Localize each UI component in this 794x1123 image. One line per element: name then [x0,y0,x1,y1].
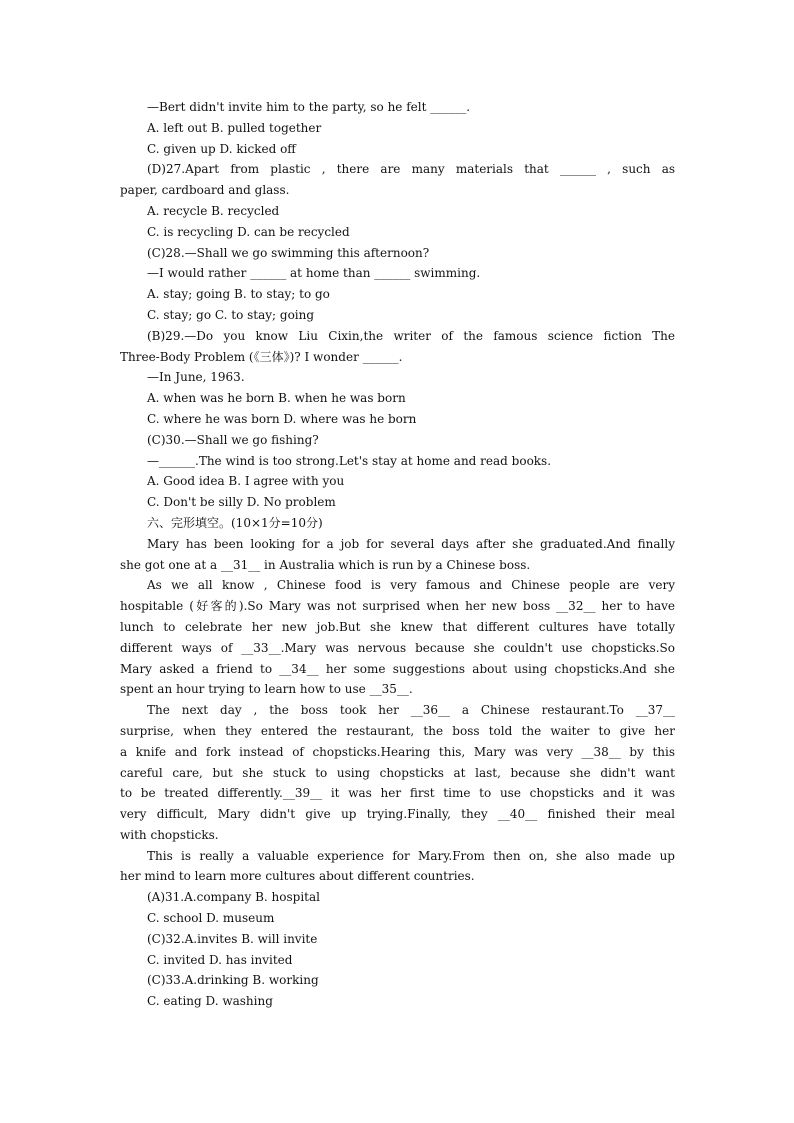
text-line: (C)32.A.invites B. will invite [147,931,318,946]
text-line: A. stay; going B. to stay; to go [147,287,330,302]
text-body [120,97,675,1012]
text-line: The next day , the boss took her __36__ a Chinese restaurant.To __37__ [147,703,675,718]
text-line: (D)27.Apart from plastic , there are many materials that ______ , such as [147,162,675,177]
text-line: (C)28.—Shall we go swimming this afternoon? [147,245,430,260]
text-line: spent an hour trying to learn how to use __35__. [120,682,413,697]
text-line: C. school D. museum [147,911,275,926]
text-line: surprise, when they entered the restaurant, the boss told the waiter to give her [120,723,675,738]
text-line: —Bert didn't invite him to the party, so he felt ______. [147,100,471,114]
text-line: hospitable (好客的).So Mary was not surprised when her new boss __32__ her to have [120,599,675,614]
text-line: 六、完形填空。(10×1分=10分) [147,515,323,530]
text-line: (B)29.—Do you know Liu Cixin,the writer of the famous science fiction The [147,328,675,343]
text-line: (A)31.A.company B. hospital [147,890,320,905]
text-line: Mary asked a friend to __34__ her some suggestions about using chopsticks.And she [120,661,675,676]
text-line: A. Good idea B. I agree with you [147,474,345,489]
text-line: C. Don't be silly D. No problem [147,495,336,510]
text-line: (C)30.—Shall we go fishing? [147,432,319,447]
document-page [120,97,675,1012]
text-line: —I would rather ______ at home than ______ swimming. [147,266,481,281]
text-line: her mind to learn more cultures about different countries. [120,869,475,884]
text-line: C. stay; go C. to stay; going [147,307,315,322]
text-line: different ways of __33__.Mary was nervous because she couldn't use chopsticks.So [120,640,675,655]
text-line: lunch to celebrate her new job.But she knew that different cultures have totally [120,619,675,634]
text-line: This is really a valuable experience for Mary.From then on, she also made up [147,848,675,863]
text-line: Three-Body Problem (《三体》)? I wonder ______. [120,349,403,364]
text-line: she got one at a __31__ in Australia which is run by a Chinese boss. [120,557,531,572]
text-line: A. recycle B. recycled [147,203,280,218]
text-line: with chopsticks. [120,827,219,842]
text-line: —______.The wind is too strong.Let's stay at home and read books. [147,453,552,468]
text-line: Mary has been looking for a job for several days after she graduated.And finally [147,536,675,551]
text-line: C. given up D. kicked off [147,141,296,156]
text-line: A. left out B. pulled together [147,120,322,135]
text-line: A. when was he born B. when he was born [147,391,406,406]
text-line: C. is recycling D. can be recycled [147,224,350,239]
text-line: very difficult, Mary didn't give up trying.Finally, they __40__ finished their meal [120,807,675,822]
text-line: C. where he was born D. where was he born [147,411,417,426]
text-line: C. eating D. washing [147,994,273,1009]
text-line: As we all know , Chinese food is very famous and Chinese people are very [147,578,675,593]
text-line: (C)33.A.drinking B. working [147,973,319,988]
text-line: —In June, 1963. [147,370,245,385]
text-line: to be treated differently.__39__ it was her first time to use chopsticks and it was [120,786,675,801]
text-line: careful care, but she stuck to using chopsticks at last, because she didn't want [120,765,675,780]
text-line: paper, cardboard and glass. [120,183,290,198]
text-line: a knife and fork instead of chopsticks.Hearing this, Mary was very __38__ by this [120,744,675,759]
text-line: C. invited D. has invited [147,952,293,967]
